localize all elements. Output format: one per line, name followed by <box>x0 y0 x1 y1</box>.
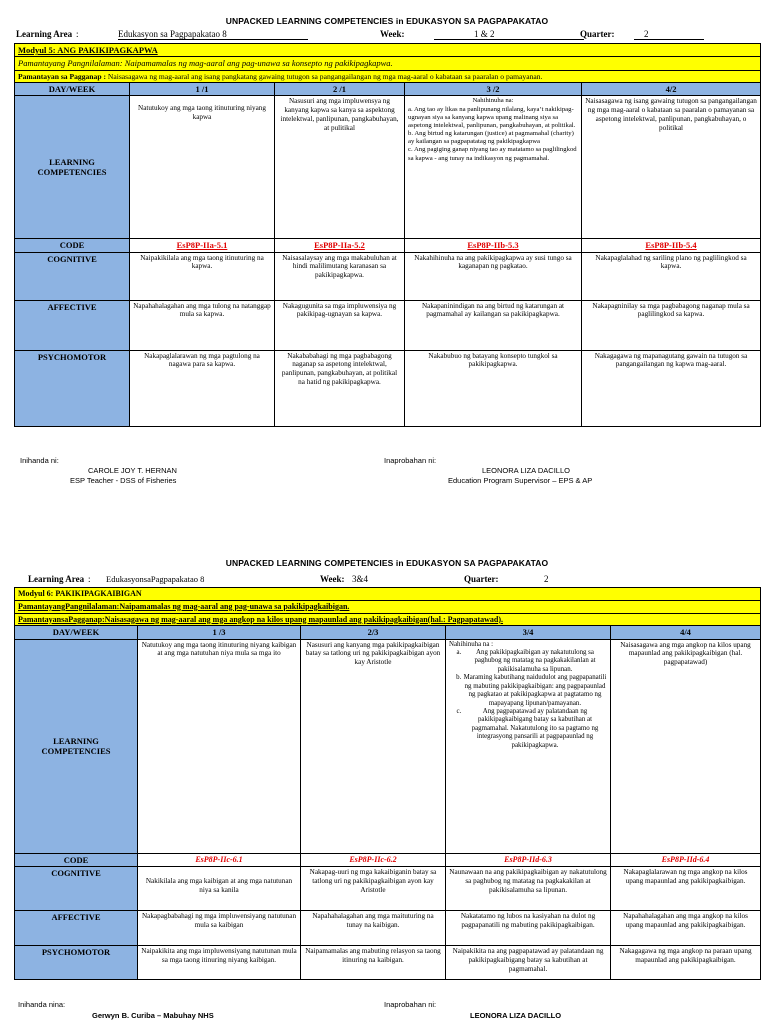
learning-area-value: Edukasyon sa Pagpapakatao 8 <box>118 29 308 40</box>
learning-area-label: Learning Area <box>16 29 73 39</box>
performance-standard-2: PamantayansaPagganap:Naisasagawa ng mag-aaral ang mga angkop na kilos upang mapaunlad ang pakikipagkaibigan(hal.: Pagpapatawad). <box>15 613 761 626</box>
affective-label: AFFECTIVE <box>15 300 130 350</box>
cognitive-cell-2: Naisasalaysay ang mga makabuluhan at hindi malilimutang karanasan sa pakikipagkapwa. <box>275 252 405 300</box>
quarter-label: Quarter: <box>580 29 615 39</box>
content-standard-2: PamantayangPangnilalaman:Naipamamalas ng mag-aaral ang pag-unawa sa pakikipagkaibigan. <box>15 600 761 613</box>
header-col-1: 1 /1 <box>130 82 275 95</box>
cognitive-label: COGNITIVE <box>15 252 130 300</box>
header-col-4-2: 4/4 <box>611 626 761 639</box>
meta-row: Learning Area : Edukasyon sa Pagpapakatao 8 Week: 1 & 2 Quarter: 2 <box>14 29 760 41</box>
approver-name: LEONORA LIZA DACILLO <box>482 466 570 475</box>
header-row <box>15 82 761 95</box>
preparer-name-2: Gerwyn B. Curiba – Mabuhay NHS <box>92 1011 214 1020</box>
learning-area-label-2: Learning Area <box>28 574 85 584</box>
code-cell-3: EsP8P-IIb-5.3 <box>405 239 582 252</box>
week-value-2: 3&4 <box>352 574 369 584</box>
psychomotor-cell-2-4: Nakagagawa ng mga angkop na paraan upang mapaunlad ang pakikipagkaibigan. <box>611 945 761 979</box>
lc-cell-1: Natutukoy ang mga taong itinuturing niyang kapwa <box>130 96 275 239</box>
lc-cell-2-1: Natutukoy ang mga taong itinuturing niyang kaibigan at ang mga natutuhan niya mula sa mga ito <box>138 639 301 853</box>
approver-name-2: LEONORA LIZA DACILLO <box>470 1011 562 1020</box>
code-label: CODE <box>15 239 130 252</box>
document-title: UNPACKED LEARNING COMPETENCIES in EDUKASYON SA PAGPAPAKATAO <box>225 16 549 26</box>
cognitive-label-2: COGNITIVE <box>15 866 138 910</box>
lc-cell-2-2: Nasusuri ang kanyang mga pakikipagkaibigan batay sa tatlong uri ng pakikipagkaibigan ayon kay Aristotle <box>301 639 446 853</box>
affective-cell-2-3: Nakatatamo ng lubos na kasiyahan na dulot ng pagpapanatili ng mabuting pakikipagkaibigan. <box>446 910 611 945</box>
affective-cell-2-1: Nakapagbabahagi ng mga impluwensiyang natutunan mula sa kaibigan <box>138 910 301 945</box>
code-cell-1: EsP8P-IIa-5.1 <box>130 239 275 252</box>
lc-label-2: LEARNING COMPETENCIES <box>15 639 138 853</box>
psychomotor-cell-2-3: Naipakikita na ang pagpapatawad ay palatandaan ng pakikipagkaibigang batay sa kabutihan at pagmamahal. <box>446 945 611 979</box>
prepared-by-label-2: Inihanda nina: <box>18 1000 66 1009</box>
psychomotor-row <box>15 350 761 426</box>
week-label-2: Week: <box>320 574 345 584</box>
page-2 <box>14 558 760 980</box>
header-col-3-2: 3/4 <box>446 626 611 639</box>
code-row <box>15 239 761 252</box>
lc-cell-4: Naisasagawa ng isang gawaing tutugon sa pangangailangan ng mga mag-aaral o kabataan sa paaralan o pamayanan sa aspetong intelektwal, panlipunan, pangkabuhayan, o politikal <box>582 96 761 239</box>
affective-cell-1: Napahahalagahan ang mga tulong na natanggap mula sa kapwa. <box>130 300 275 350</box>
header-row-2 <box>15 626 761 639</box>
psychomotor-cell-2-1: Naipakikita ang mga impluwensiyang natutunan mula sa mga taong itinuring niyang kaibigan. <box>138 945 301 979</box>
code-cell-2-4: EsP8P-IId-6.4 <box>611 853 761 866</box>
cognitive-cell-2-3: Naunawaan na ang pakikipagkaibigan ay nakatutulong sa paghubog ng matatag na pagkakakilan at pakikisalamuha sa lipunan. <box>446 866 611 910</box>
cognitive-row <box>15 252 761 300</box>
code-cell-2: EsP8P-IIa-5.2 <box>275 239 405 252</box>
preparer-position: ESP Teacher - DSS of Fisheries <box>70 476 177 485</box>
psychomotor-cell-1: Nakapaglalarawan ng mga pagtulong na nagawa para sa kapwa. <box>130 350 275 426</box>
week-value: 1 & 2 <box>434 29 584 40</box>
psychomotor-cell-2: Nakababahagi ng mga pagbabagong naganap sa aspetong intelektwal, panlipunan, pangkabuhayan, at politikal na hatid ng pakikipagkapwa. <box>275 350 405 426</box>
cognitive-cell-4: Nakapaglalahad ng sariling plano ng paglilingkod sa kapwa. <box>582 252 761 300</box>
affective-label-2: AFFECTIVE <box>15 910 138 945</box>
affective-cell-4: Nakapagninilay sa mga pagbabagong naganap mula sa paglilingkod sa kapwa. <box>582 300 761 350</box>
affective-cell-2-2: Napahahalagahan ang mga maituturing na tunay na kaibigan. <box>301 910 446 945</box>
meta-row-2: Learning Area : EdukasyonsaPagpapakatao 8 Week: 3&4 Quarter: 2 <box>28 574 549 584</box>
content-standard: Pamantayang Pangnilalaman: Naipamamalas ng mag-aaral ang pag-unawa sa konsepto ng pakikipagkapwa. <box>15 57 761 70</box>
header-col-3: 3 /2 <box>405 82 582 95</box>
affective-row <box>15 300 761 350</box>
week-label: Week: <box>380 29 405 39</box>
header-day-week: DAY/WEEK <box>15 82 130 95</box>
cognitive-cell-2-4: Nakapaglalarawan ng mga angkop na kilos upang mapaunlad ang pakikipagkaibigan. <box>611 866 761 910</box>
cognitive-cell-2-2: Nakapag-uuri ng mga kakaibiganin batay sa tatlong uri ng pakikipagkaibigan ayon kay Aristotle <box>301 866 446 910</box>
quarter-label-2: Quarter: <box>464 574 499 584</box>
approved-by-label-2: Inaprobahan ni: <box>384 1000 437 1009</box>
code-row-2 <box>15 853 761 866</box>
learning-area-value-2: EdukasyonsaPagpapakatao 8 <box>106 574 205 584</box>
cognitive-row-2 <box>15 866 761 910</box>
quarter-value: 2 <box>634 29 704 40</box>
header-col-2: 2 /1 <box>275 82 405 95</box>
psychomotor-label: PSYCHOMOTOR <box>15 350 130 426</box>
affective-cell-2-4: Napahahalagahan ang mga angkop na kilos upang mapaunlad ang pakikipagkaibigan. <box>611 910 761 945</box>
document-title-2: UNPACKED LEARNING COMPETENCIES in EDUKASYON SA PAGPAPAKATAO <box>225 558 549 568</box>
psychomotor-label-2: PSYCHOMOTOR <box>15 945 138 979</box>
prepared-by-label: Inihanda ni: <box>20 456 59 465</box>
page-1 <box>14 16 760 427</box>
psychomotor-cell-4: Nakagagawa ng mapanagutang gawain na tutugon sa pangangailangan ng kapwa mag-aaral. <box>582 350 761 426</box>
header-col-2-2: 2/3 <box>301 626 446 639</box>
approver-position: Education Program Supervisor – EPS & AP <box>448 476 593 485</box>
approved-by-label: Inaprobahan ni: <box>384 456 437 465</box>
lc-cell-2: Nasusuri ang mga impluwensya ng kanyang kapwa sa kanya sa aspektong intelektwal, panlipunan, pangkabuhayan, at pulitikal <box>275 96 405 239</box>
code-cell-2-1: EsP8P-IIc-6.1 <box>138 853 301 866</box>
affective-cell-2: Nakagugunita sa mga impluwensiya ng pakikipag-ugnayan sa kapwa. <box>275 300 405 350</box>
lc-row-2 <box>15 639 761 853</box>
header-col-1-2: 1 /3 <box>138 626 301 639</box>
module-title: Modyul 5: ANG PAKIKIPAGKAPWA <box>15 44 761 57</box>
psychomotor-row-2 <box>15 945 761 979</box>
code-label-2: CODE <box>15 853 138 866</box>
cognitive-cell-1: Naipakikilala ang mga taong itinuturing na kapwa. <box>130 252 275 300</box>
psychomotor-cell-3: Nakabubuo ng batayang konsepto tungkol sa pakikipagkapwa. <box>405 350 582 426</box>
lc-label: LEARNING COMPETENCIES <box>15 96 130 239</box>
cognitive-cell-3: Nakahihinuha na ang pakikipagkapwa ay susi tungo sa kaganapan ng pagkatao. <box>405 252 582 300</box>
code-cell-2-2: EsP8P-IIc-6.2 <box>301 853 446 866</box>
lc-cell-2-3: Nahihinuha na : a. Ang pakikipagkaibigan ay nakatutulong sa paghubog ng matatag na pagkakakilanlan at pakikisalamuha sa lipunan. b. Maraming kabutihang naidudulot ang pagpapanatili ng mabuting pakikipagkaibigan: ang pagpapaunlad ng pagkatao at pakikipagkapwa at pagtatamo ng mapayapang lipunan/pamayanan. c. Ang pagpapatawad ay palatandaan ng pakikipagkaibigang batay sa kabutihan at pagmamahal. Nakatutulong ito sa pagtamo ng integrasyong pansarili at pagpapaunlad ng pakikipagkapwa. <box>446 639 611 853</box>
header-day-week-2: DAY/WEEK <box>15 626 138 639</box>
lc-row <box>15 96 761 239</box>
lc-cell-3: Nahihinuha na: a. Ang tao ay likas na panlipunang nilalang, kaya’t nakikipag-ugnayan siya sa kanyang kapwa upang malinang siya sa aspetong intelektwal, panlipunan, pangkabuhayan, at politikal. b. Ang birtud ng katarungan (justice) at pagmamahal (charity) ay kailangan sa pagpapatatag ng pakikipagkapwa c. Ang pagiging ganap niyang tao ay matatamo sa paglilingkod sa kapwa - ang tunay na indikasyon ng pagmamahal. <box>405 96 582 239</box>
performance-standard: Pamantayan sa Pagganap : Naisasagawa ng mag-aaral ang isang pangkatang gawaing tutugon sa pangangailangan ng mga mag-aaral o kabataan sa paaralan o pamayanan. <box>15 70 761 82</box>
psychomotor-cell-2-2: Naipamamalas ang mabuting relasyon sa taong itinuring na kaibigan. <box>301 945 446 979</box>
quarter-value-2: 2 <box>544 574 549 584</box>
preparer-name: CAROLE JOY T. HERNAN <box>88 466 177 475</box>
lc-cell-2-4: Naisasagawa ang mga angkop na kilos upang mapaunlad ang pakikipagkaibigan (hal. pagpapatawad) <box>611 639 761 853</box>
competencies-table-2 <box>14 587 761 980</box>
code-cell-4: EsP8P-IIb-5.4 <box>582 239 761 252</box>
competencies-table <box>14 43 761 427</box>
affective-cell-3: Nakapaninindigan na ang birtud ng katarungan at pagmamahal ay kailangan sa pakikipagkapwa. <box>405 300 582 350</box>
code-cell-2-3: EsP8P-IId-6.3 <box>446 853 611 866</box>
header-col-4: 4/2 <box>582 82 761 95</box>
module-title-2: Modyul 6: PAKIKIPAGKAIBIGAN <box>15 588 761 601</box>
affective-row-2 <box>15 910 761 945</box>
cognitive-cell-2-1: Nakikilala ang mga kaibigan at ang mga natutunan niya sa kanila <box>138 866 301 910</box>
